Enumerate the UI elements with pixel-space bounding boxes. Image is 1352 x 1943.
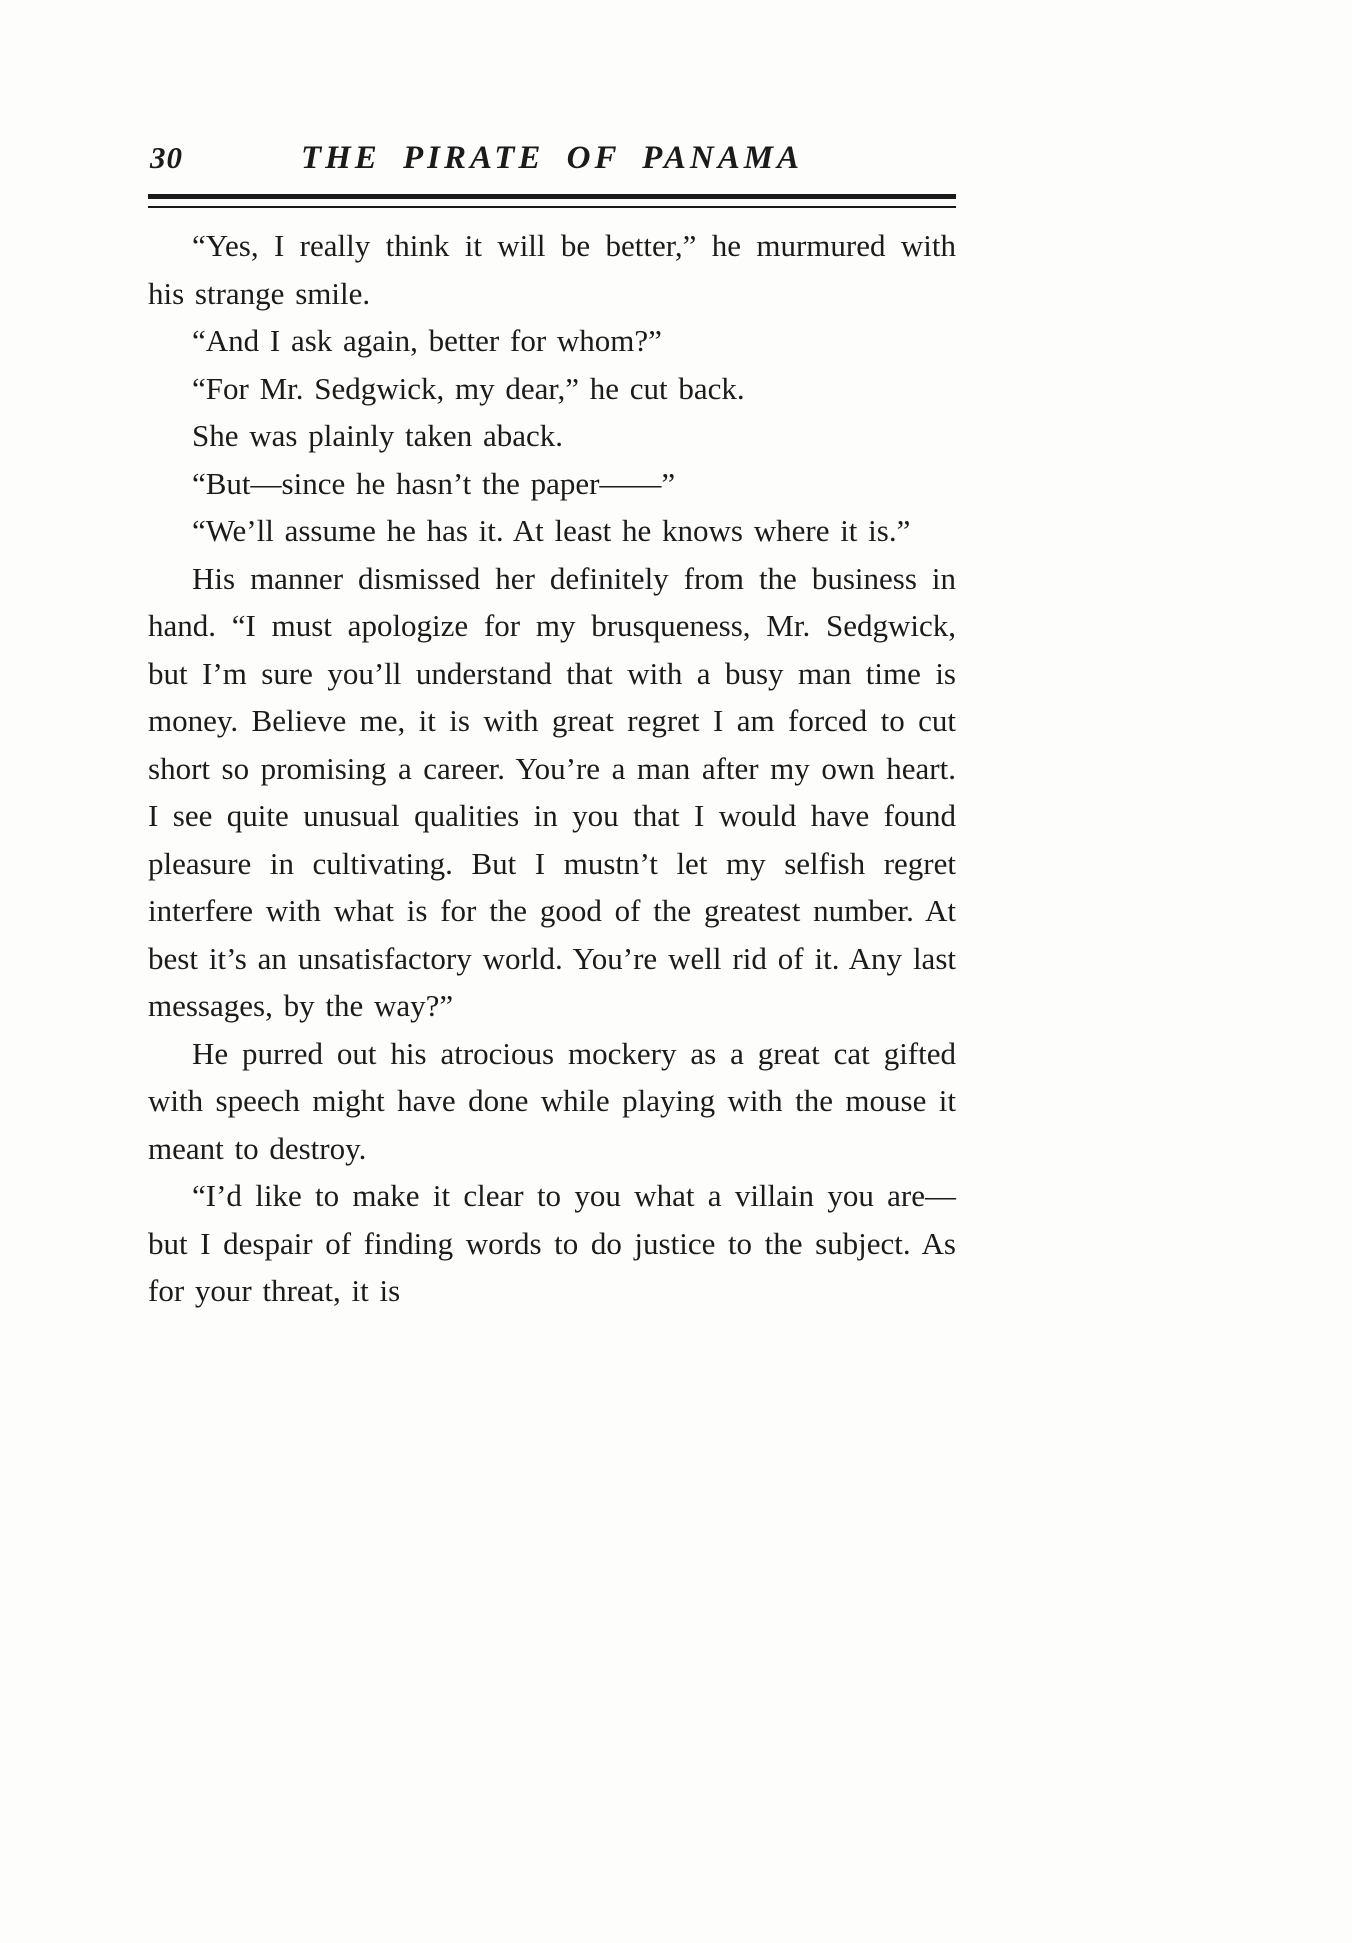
- paragraph: His manner dismissed her definitely from the business in hand. “I must apologize for my brusqueness, Mr. Sedgwick, but I’m sure you’ll understand that with a busy man time is money. Believe me, it is with great regret I am forced to cut short so promising a career. You’re a man after my own heart. I see quite unusual qualities in you that I would have found pleasure in cultivating. But I mustn’t let my selfish regret interfere with what is for the good of the greatest number. At best it’s an unsatisfactory world. You’re well rid of it. Any last messages, by the way?”: [148, 560, 956, 1023]
- page-number: 30: [150, 140, 183, 175]
- body-text: [148, 222, 956, 1315]
- header-rule: [148, 194, 956, 208]
- page-header: [148, 140, 956, 190]
- paragraph: “But—since he hasn’t the paper——”: [192, 465, 676, 501]
- page-content: [148, 140, 956, 1315]
- paragraph: She was plainly taken aback.: [192, 418, 563, 453]
- paragraph: He purred out his atrocious mockery as a great cat gifted with speech might have done while playing with the mouse it meant to destroy.: [148, 1035, 956, 1166]
- paragraph: “I’d like to make it clear to you what a villain you are—but I despair of finding words to do justice to the subject. As for your threat, it is: [148, 1178, 956, 1308]
- paragraph: “And I ask again, better for whom?”: [192, 323, 662, 358]
- paragraph: “For Mr. Sedgwick, my dear,” he cut back.: [192, 370, 745, 406]
- paragraph: “We’ll assume he has it. At least he knows where it is.”: [192, 513, 911, 548]
- paragraph: “Yes, I really think it will be better,” he murmured with his strange smile.: [148, 228, 956, 311]
- running-header-title: THE PIRATE OF PANAMA: [300, 140, 804, 176]
